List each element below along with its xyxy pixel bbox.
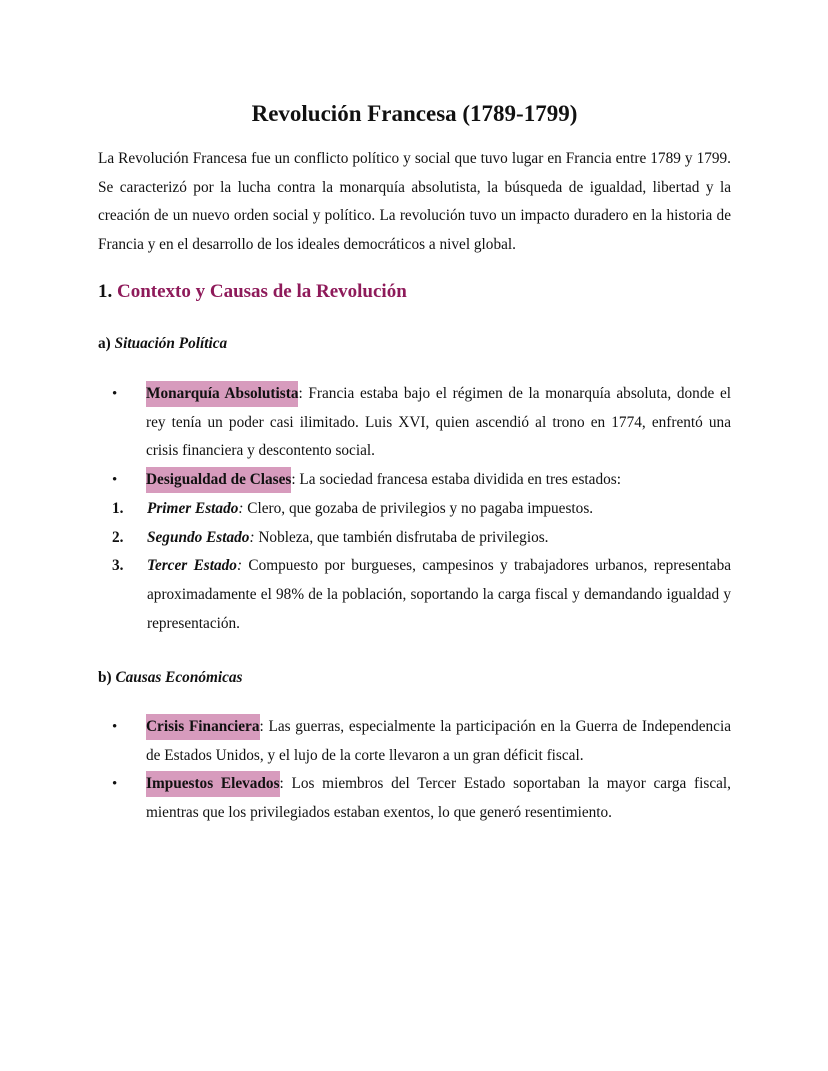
bullet-icon: • — [112, 776, 118, 793]
item-colon: : — [249, 528, 255, 546]
bullet-icon: • — [112, 386, 118, 402]
highlighted-term: Impuestos Elevados — [146, 771, 280, 797]
subsection-heading-b — [98, 667, 243, 689]
item-number: 1. — [112, 499, 124, 517]
item-colon: : — [236, 557, 243, 575]
section-number: 1. — [98, 281, 113, 302]
list-item — [98, 713, 731, 770]
item-text: : Las guerras, especialmente la participación en la Guerra de Independencia de Estados Unidos, y el lujo de la corte llevaron a un gran déficit fiscal. — [146, 718, 732, 764]
item-text: Nobleza, que también disfrutaba de privilegios. — [254, 528, 549, 546]
numbered-list-estados — [98, 495, 731, 639]
subsection-label: b) — [98, 669, 112, 686]
item-text: Clero, que gozaba de privilegios y no pagaba impuestos. — [243, 499, 594, 517]
list-item — [98, 466, 731, 638]
item-number: 2. — [112, 528, 124, 546]
item-text: : Los miembros del Tercer Estado soportaban la mayor carga fiscal, mientras que los privilegiados estaban exentos, lo que generó resentimiento. — [146, 775, 732, 822]
item-term: Segundo Estado — [147, 528, 250, 546]
section-title: Contexto y Causas de la Revolución — [117, 281, 407, 302]
list-item — [98, 380, 731, 466]
item-term: Primer Estado — [147, 499, 239, 517]
bullet-list-politica — [98, 380, 731, 638]
item-text: : Francia estaba bajo el régimen de la monarquía absoluta, donde el rey tenía un poder casi ilimitado. Luis XVI, quien ascendió al trono en 1774, enfrentó una crisis financiera y descontento social. — [146, 385, 731, 460]
highlighted-term: Monarquía Absolutista — [146, 381, 298, 407]
item-text: Compuesto por burgueses, campesinos y trabajadores urbanos, representaba aproximadamente el 98% de la población, soportando la carga fiscal y demandando igualdad y representación. — [147, 557, 732, 632]
item-term: Tercer Estado — [147, 557, 237, 575]
subsection-heading-a — [98, 333, 227, 355]
intro-paragraph: La Revolución Francesa fue un conflicto político y social que tuvo lugar en Francia entre 1789 y 1799. Se caracterizó por la lucha contra la monarquía absolutista, la búsqueda de igualdad, libertad y la creación de un nuevo orden social y político. La revolución tuvo un impacto duradero en la historia de Francia y en el desarrollo de los ideales democráticos a nivel global. — [98, 150, 731, 254]
item-text: : La sociedad francesa estaba dividida en tres estados: — [291, 471, 621, 489]
list-item — [98, 770, 731, 827]
bullet-icon: • — [112, 719, 118, 735]
highlighted-term: Desigualdad de Clases — [146, 467, 291, 493]
bullet-icon: • — [112, 472, 118, 489]
bullet-list-economicas — [98, 713, 731, 828]
subsection-label: a) — [98, 335, 111, 352]
numbered-item — [98, 552, 731, 638]
numbered-item — [98, 524, 731, 553]
subsection-title: Situación Política — [114, 335, 228, 352]
item-number: 3. — [112, 557, 124, 575]
subsection-title: Causas Económicas — [115, 669, 243, 686]
section-heading — [98, 279, 407, 305]
numbered-item — [98, 495, 731, 524]
highlighted-term: Crisis Financiera — [146, 714, 260, 740]
item-colon: : — [238, 499, 244, 517]
document-title: Revolución Francesa (1789-1799) — [251, 101, 578, 126]
